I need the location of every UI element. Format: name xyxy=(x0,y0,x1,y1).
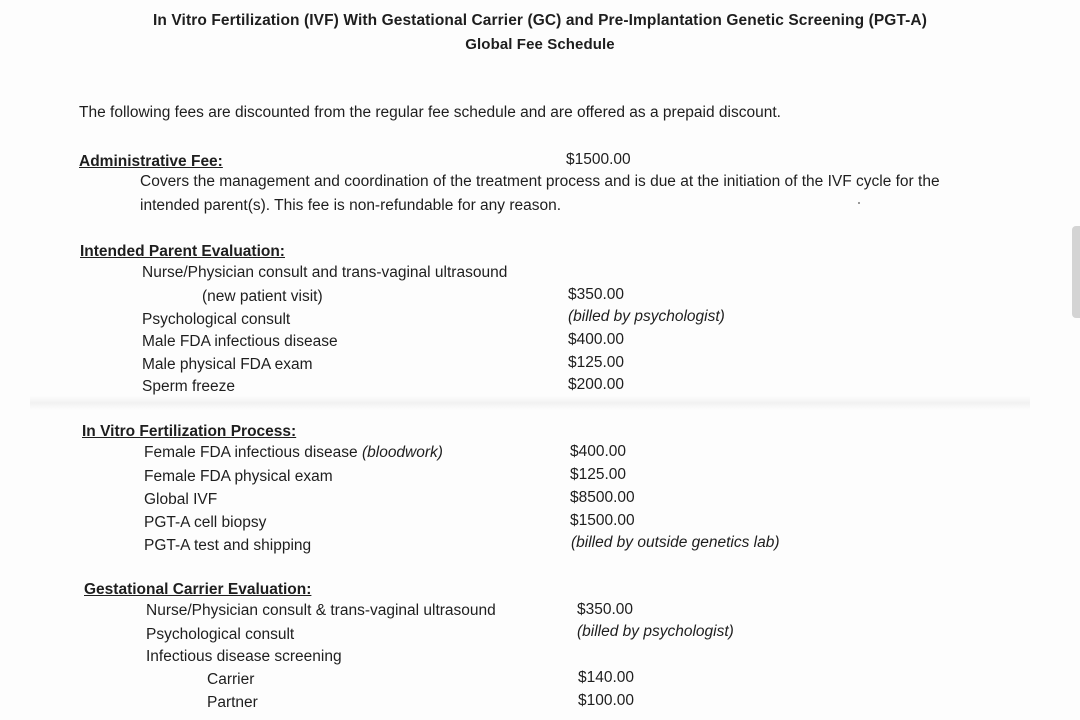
gc-item-note: (billed by psychologist) xyxy=(577,623,734,640)
gc-item-label: Psychological consult xyxy=(146,626,295,643)
ivf-item-label: PGT-A cell biopsy xyxy=(144,514,267,531)
scroll-handle[interactable] xyxy=(1072,226,1080,318)
ip-item-label: Sperm freeze xyxy=(142,378,236,395)
ip-item-fee: $125.00 xyxy=(568,354,625,371)
gc-item-fee: $140.00 xyxy=(578,669,635,686)
ivf-item-note: (billed by outside genetics lab) xyxy=(571,534,780,551)
scan-artifact xyxy=(30,396,1030,410)
ip-item-label: Psychological consult xyxy=(142,311,291,328)
ip-item-fee: $200.00 xyxy=(568,376,625,393)
ivf-item-label-text: Female FDA infectious disease xyxy=(144,444,358,461)
document-title: In Vitro Fertilization (IVF) With Gestational Carrier (GC) and Pre-Implantation Genetic Screening (PGT-A) xyxy=(153,12,927,29)
administrative-fee-description: Covers the management and coordination of the treatment process and is due at the initiation of the IVF cycle for the intended parent(s). This fee is non-refundable for any reason. xyxy=(140,173,940,214)
gc-item-label: Partner xyxy=(207,694,258,711)
ivf-item-fee: $400.00 xyxy=(570,443,627,460)
ip-item-label: Male FDA infectious disease xyxy=(142,333,338,350)
ip-item-note: (billed by psychologist) xyxy=(568,308,725,325)
intro-text: The following fees are discounted from the regular fee schedule and are offered as a prepaid discount. xyxy=(79,104,781,121)
gc-item-label: Infectious disease screening xyxy=(146,648,342,665)
document-subtitle: Global Fee Schedule xyxy=(465,36,615,53)
ivf-item-label xyxy=(144,444,443,462)
ivf-process-heading: In Vitro Fertilization Process: xyxy=(82,423,297,440)
intended-parent-heading: Intended Parent Evaluation: xyxy=(80,243,285,260)
administrative-fee-heading: Administrative Fee: xyxy=(79,153,223,170)
ip-item-sublabel: (new patient visit) xyxy=(202,288,323,305)
ivf-item-fee: $1500.00 xyxy=(570,512,635,529)
ivf-item-label: Global IVF xyxy=(144,491,218,508)
gc-item-label: Nurse/Physician consult & trans-vaginal ultrasound xyxy=(146,602,496,619)
ip-item-label: Male physical FDA exam xyxy=(142,356,313,373)
ivf-item-fee: $125.00 xyxy=(570,466,627,483)
ivf-item-label: Female FDA physical exam xyxy=(144,468,333,485)
ip-item-fee: $400.00 xyxy=(568,331,625,348)
ivf-item-label-note: (bloodwork) xyxy=(361,444,443,461)
gc-item-label: Carrier xyxy=(207,671,255,688)
ivf-item-label: PGT-A test and shipping xyxy=(144,537,312,554)
gc-item-fee: $100.00 xyxy=(578,692,635,709)
gestational-carrier-heading: Gestational Carrier Evaluation: xyxy=(84,581,312,598)
ivf-item-fee: $8500.00 xyxy=(570,489,635,506)
administrative-fee-amount: $1500.00 xyxy=(566,151,631,168)
gc-item-fee: $350.00 xyxy=(577,601,634,618)
ip-item-label: Nurse/Physician consult and trans-vaginal ultrasound xyxy=(142,264,508,281)
ip-item-fee: $350.00 xyxy=(568,286,625,303)
